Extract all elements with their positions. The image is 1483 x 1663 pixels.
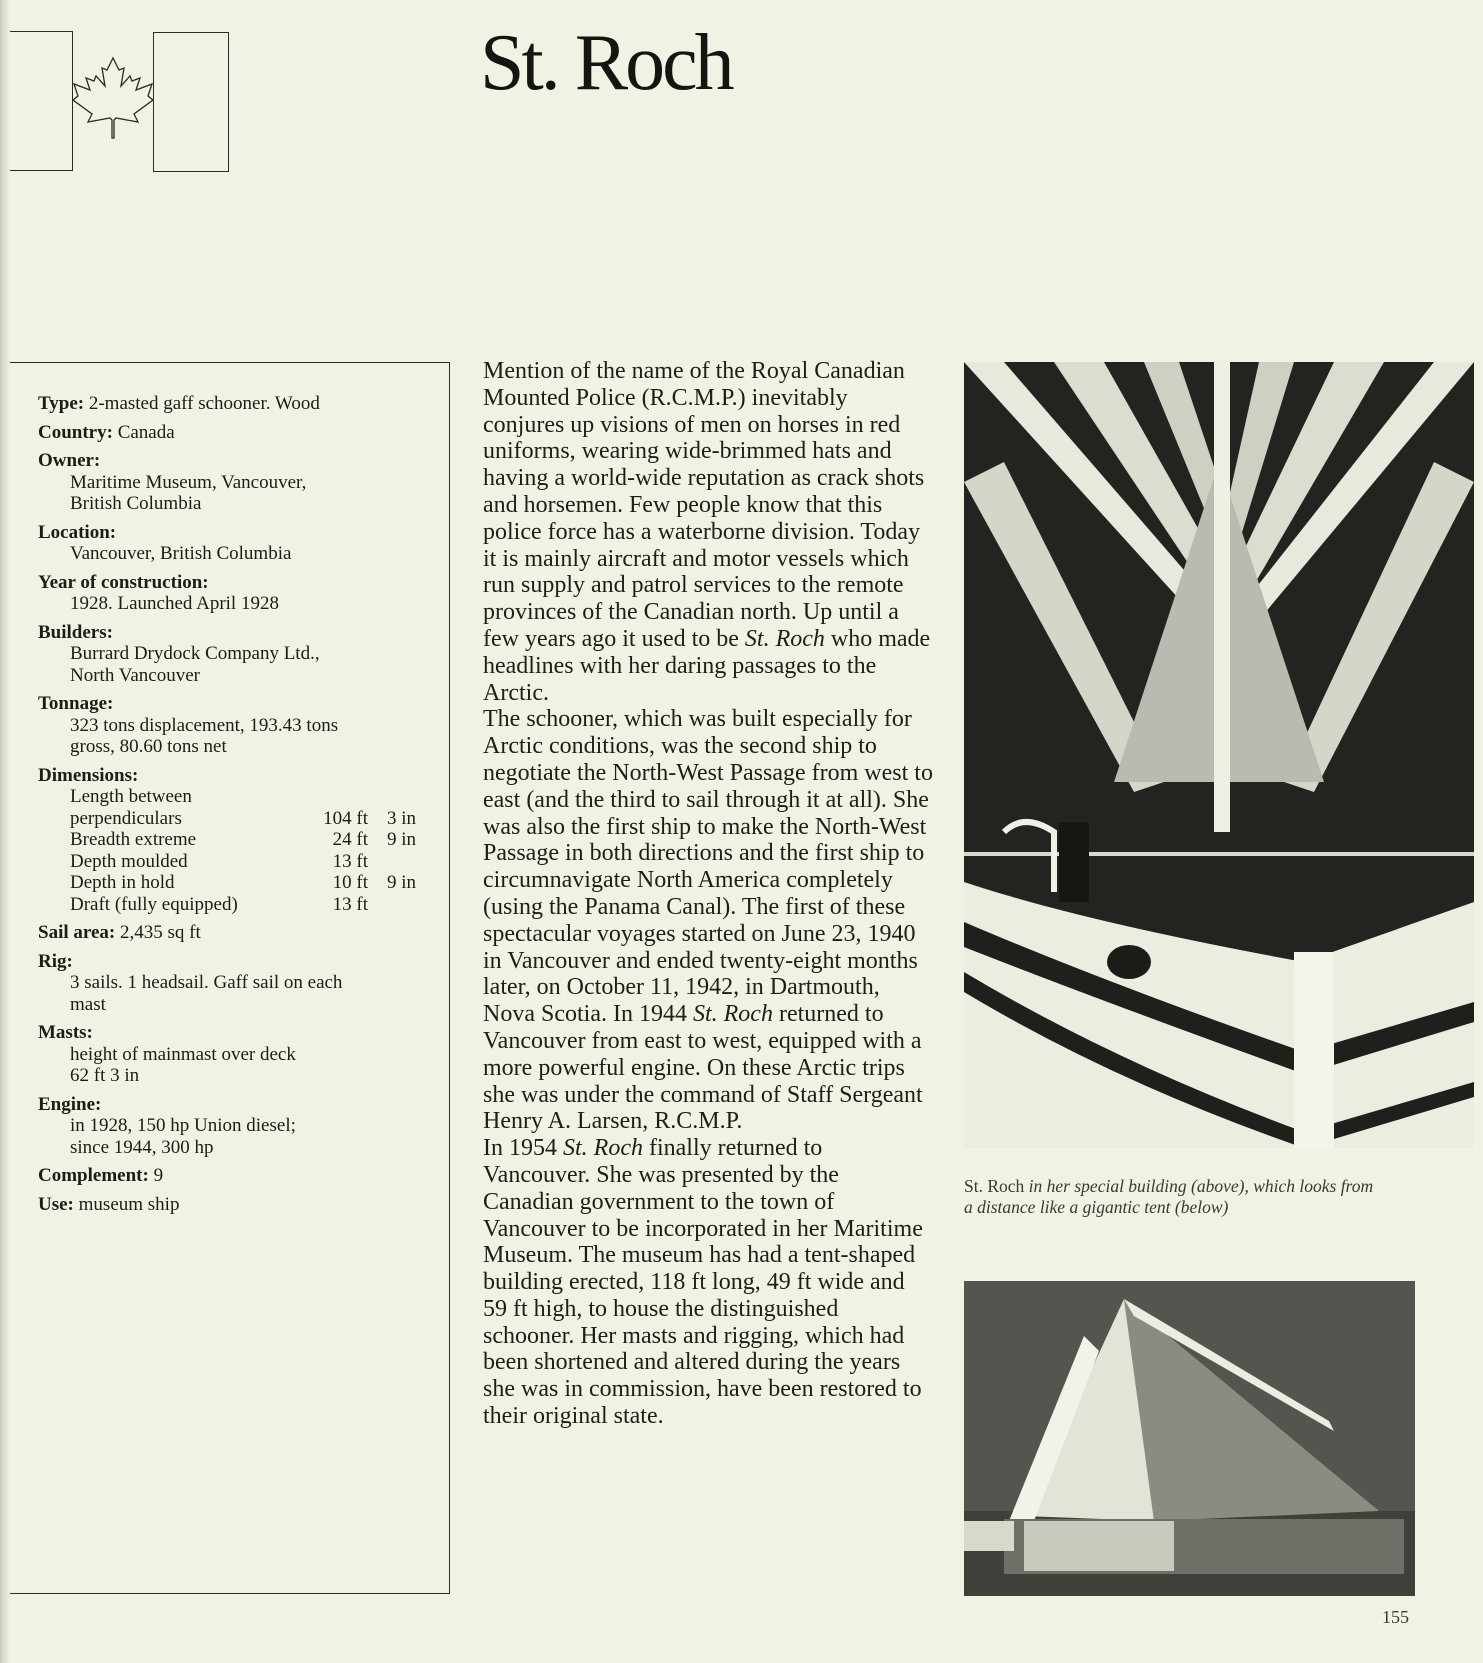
spec-value-line: North Vancouver <box>70 664 200 686</box>
spec-dimensions <box>38 765 438 916</box>
spec-complement <box>38 1165 438 1187</box>
tent-building-image <box>964 1281 1415 1596</box>
spec-label: Dimensions: <box>38 764 139 786</box>
spec-value-line: since 1944, 300 hp <box>70 1136 214 1158</box>
dimension-feet <box>322 786 368 808</box>
museum-building-photo <box>964 1281 1415 1596</box>
dimension-row <box>38 786 438 808</box>
page-number: 155 <box>1382 1607 1409 1627</box>
text-run: The schooner, which was built especially for Arctic conditions, was the second ship to negotiate the North-West Passage from west to east (and the third to sail through it at all). She was also the first ship to make the North-West Passage in both directions and the first ship to circumnavigate North America completely (using the Panama Canal). The first of these spectacular voyages started on June 23, 1940 in Vancouver and ended twenty-eight months later, on October 11, 1942, in Dartmouth, Nova Scotia. In 1944 <box>483 706 933 1028</box>
canada-flag <box>0 0 240 180</box>
ship-in-building-image <box>964 362 1474 1148</box>
spec-label: Tonnage: <box>38 693 114 714</box>
spec-label: Country: <box>38 421 113 443</box>
spec-value-line: 62 ft 3 in <box>70 1065 140 1086</box>
spec-value-line: 323 tons displacement, 193.43 tons <box>70 714 339 736</box>
spec-value-line: gross, 80.60 tons net <box>70 736 227 757</box>
spec-sail-area <box>38 922 438 944</box>
dimension-feet: 24 ft <box>332 829 368 850</box>
dimension-feet: 13 ft <box>332 850 368 872</box>
spec-type <box>38 393 438 415</box>
spec-value-line: mast <box>70 993 106 1015</box>
ship-photo <box>964 362 1474 1148</box>
spec-value-line: Maritime Museum, Vancouver, <box>70 471 307 493</box>
caption-ship-name: St. Roch <box>964 1176 1025 1196</box>
dimension-name: Depth moulded <box>70 850 188 872</box>
dimension-feet: 13 ft <box>332 893 368 915</box>
flag-left-bar <box>10 31 73 171</box>
dimension-inches: 9 in <box>386 829 416 850</box>
maple-leaf-icon <box>72 56 154 140</box>
dimension-inches: 3 in <box>386 807 416 829</box>
ship-name-italic: St. Roch <box>744 625 825 652</box>
text-run: returned to Vancouver from east to west, equipped with a more powerful engine. On these Arctic trips she was under the command of Staff Sergeant Henry A. Larsen, R.C.M.P. <box>483 1001 923 1135</box>
spec-engine <box>38 1094 438 1159</box>
spec-label: Use: <box>38 1193 74 1215</box>
text-run: Mention of the name of the Royal Canadian Mounted Police (R.C.M.P.) inevitably conjures up visions of men on horses in red uniforms, wearing wide-brimmed hats and having a world-wide reputation as crack shots and horsemen. Few people know that this police force has a waterborne division. Today it is mainly aircraft and motor vessels which run supply and patrol services to the remote provinces of the Canadian north. Up until a few years ago it used to be <box>483 358 925 652</box>
dimension-name: Breadth extreme <box>70 829 197 850</box>
spec-label: Engine: <box>38 1093 102 1115</box>
dimension-inches <box>368 894 416 916</box>
spec-tonnage <box>38 693 438 758</box>
spec-builders <box>38 622 438 687</box>
ship-name-italic: St. Roch <box>563 1135 643 1162</box>
dimension-inches: 9 in <box>386 872 416 893</box>
paragraph <box>483 358 933 706</box>
text-run: who made headlines with her daring passages to the Arctic. <box>483 625 931 706</box>
spec-value: museum ship <box>78 1193 180 1215</box>
spec-label: Location: <box>38 521 117 543</box>
dimension-name: Length between <box>70 786 192 807</box>
spec-value-line: 3 sails. 1 headsail. Gaff sail on each <box>70 972 343 993</box>
dimension-name: perpendiculars <box>70 807 182 829</box>
spec-owner <box>38 450 438 515</box>
dimension-inches <box>368 851 416 873</box>
flag-right-bar <box>153 32 229 172</box>
dimension-row <box>38 808 438 830</box>
ship-name-italic: St. Roch <box>692 1001 773 1028</box>
spec-value-line: British Columbia <box>70 493 202 514</box>
dimension-row <box>38 872 438 894</box>
page-title: St. Roch <box>480 19 732 107</box>
spec-value-line: height of mainmast over deck <box>70 1043 296 1065</box>
spec-value-line: Vancouver, British Columbia <box>70 543 292 564</box>
dimension-name: Draft (fully equipped) <box>70 893 238 915</box>
dimension-feet: 104 ft <box>323 807 368 829</box>
text-run: finally returned to Vancouver. She was presented by the Canadian government to the town of Vancouver to be incorporated in her Maritime Museum. The museum has had a tent-shaped building erected, 118 ft long, 49 ft wide and 59 ft high, to house the distinguished schooner. Her masts and rigging, which had been shortened and altered during the years she was in commission, have been restored to their original state. <box>483 1135 923 1430</box>
dimension-row <box>38 851 438 873</box>
spec-year <box>38 572 438 615</box>
dimension-row <box>38 829 438 851</box>
caption-text: in her special building (above), which looks from a distance like a gigantic tent (below) <box>964 1176 1374 1217</box>
paragraph <box>483 1135 933 1430</box>
spec-location <box>38 522 438 565</box>
spec-value-line: Burrard Drydock Company Ltd., <box>70 643 320 664</box>
spec-use <box>38 1194 438 1216</box>
text-run: In 1954 <box>483 1135 563 1162</box>
spec-label: Rig: <box>38 950 73 972</box>
specifications-box <box>10 362 450 1594</box>
spec-label: Type: <box>38 393 85 414</box>
spec-rig <box>38 951 438 1016</box>
spec-masts <box>38 1022 438 1087</box>
spec-value: 9 <box>153 1165 164 1186</box>
paragraph <box>483 706 933 1135</box>
spec-value: Canada <box>117 421 175 443</box>
dimension-feet: 10 ft <box>332 872 368 893</box>
spec-label: Complement: <box>38 1165 149 1186</box>
photo-caption <box>964 1176 1384 1218</box>
spec-label: Sail area: <box>38 922 116 943</box>
spec-label: Builders: <box>38 621 113 643</box>
spec-value: 2-masted gaff schooner. Wood <box>88 393 320 414</box>
spec-label: Owner: <box>38 450 101 471</box>
page-binding-edge <box>0 0 10 1663</box>
spec-value: 2,435 sq ft <box>119 922 201 943</box>
spec-country <box>38 422 438 444</box>
spec-value-line: in 1928, 150 hp Union diesel; <box>70 1115 296 1136</box>
spec-label: Year of construction: <box>38 571 209 593</box>
dimension-inches <box>368 786 416 808</box>
spec-value-line: 1928. Launched April 1928 <box>70 593 279 614</box>
dimension-row <box>38 894 438 916</box>
dimension-name: Depth in hold <box>70 872 175 893</box>
article-body <box>483 358 933 1430</box>
spec-label: Masts: <box>38 1022 93 1043</box>
